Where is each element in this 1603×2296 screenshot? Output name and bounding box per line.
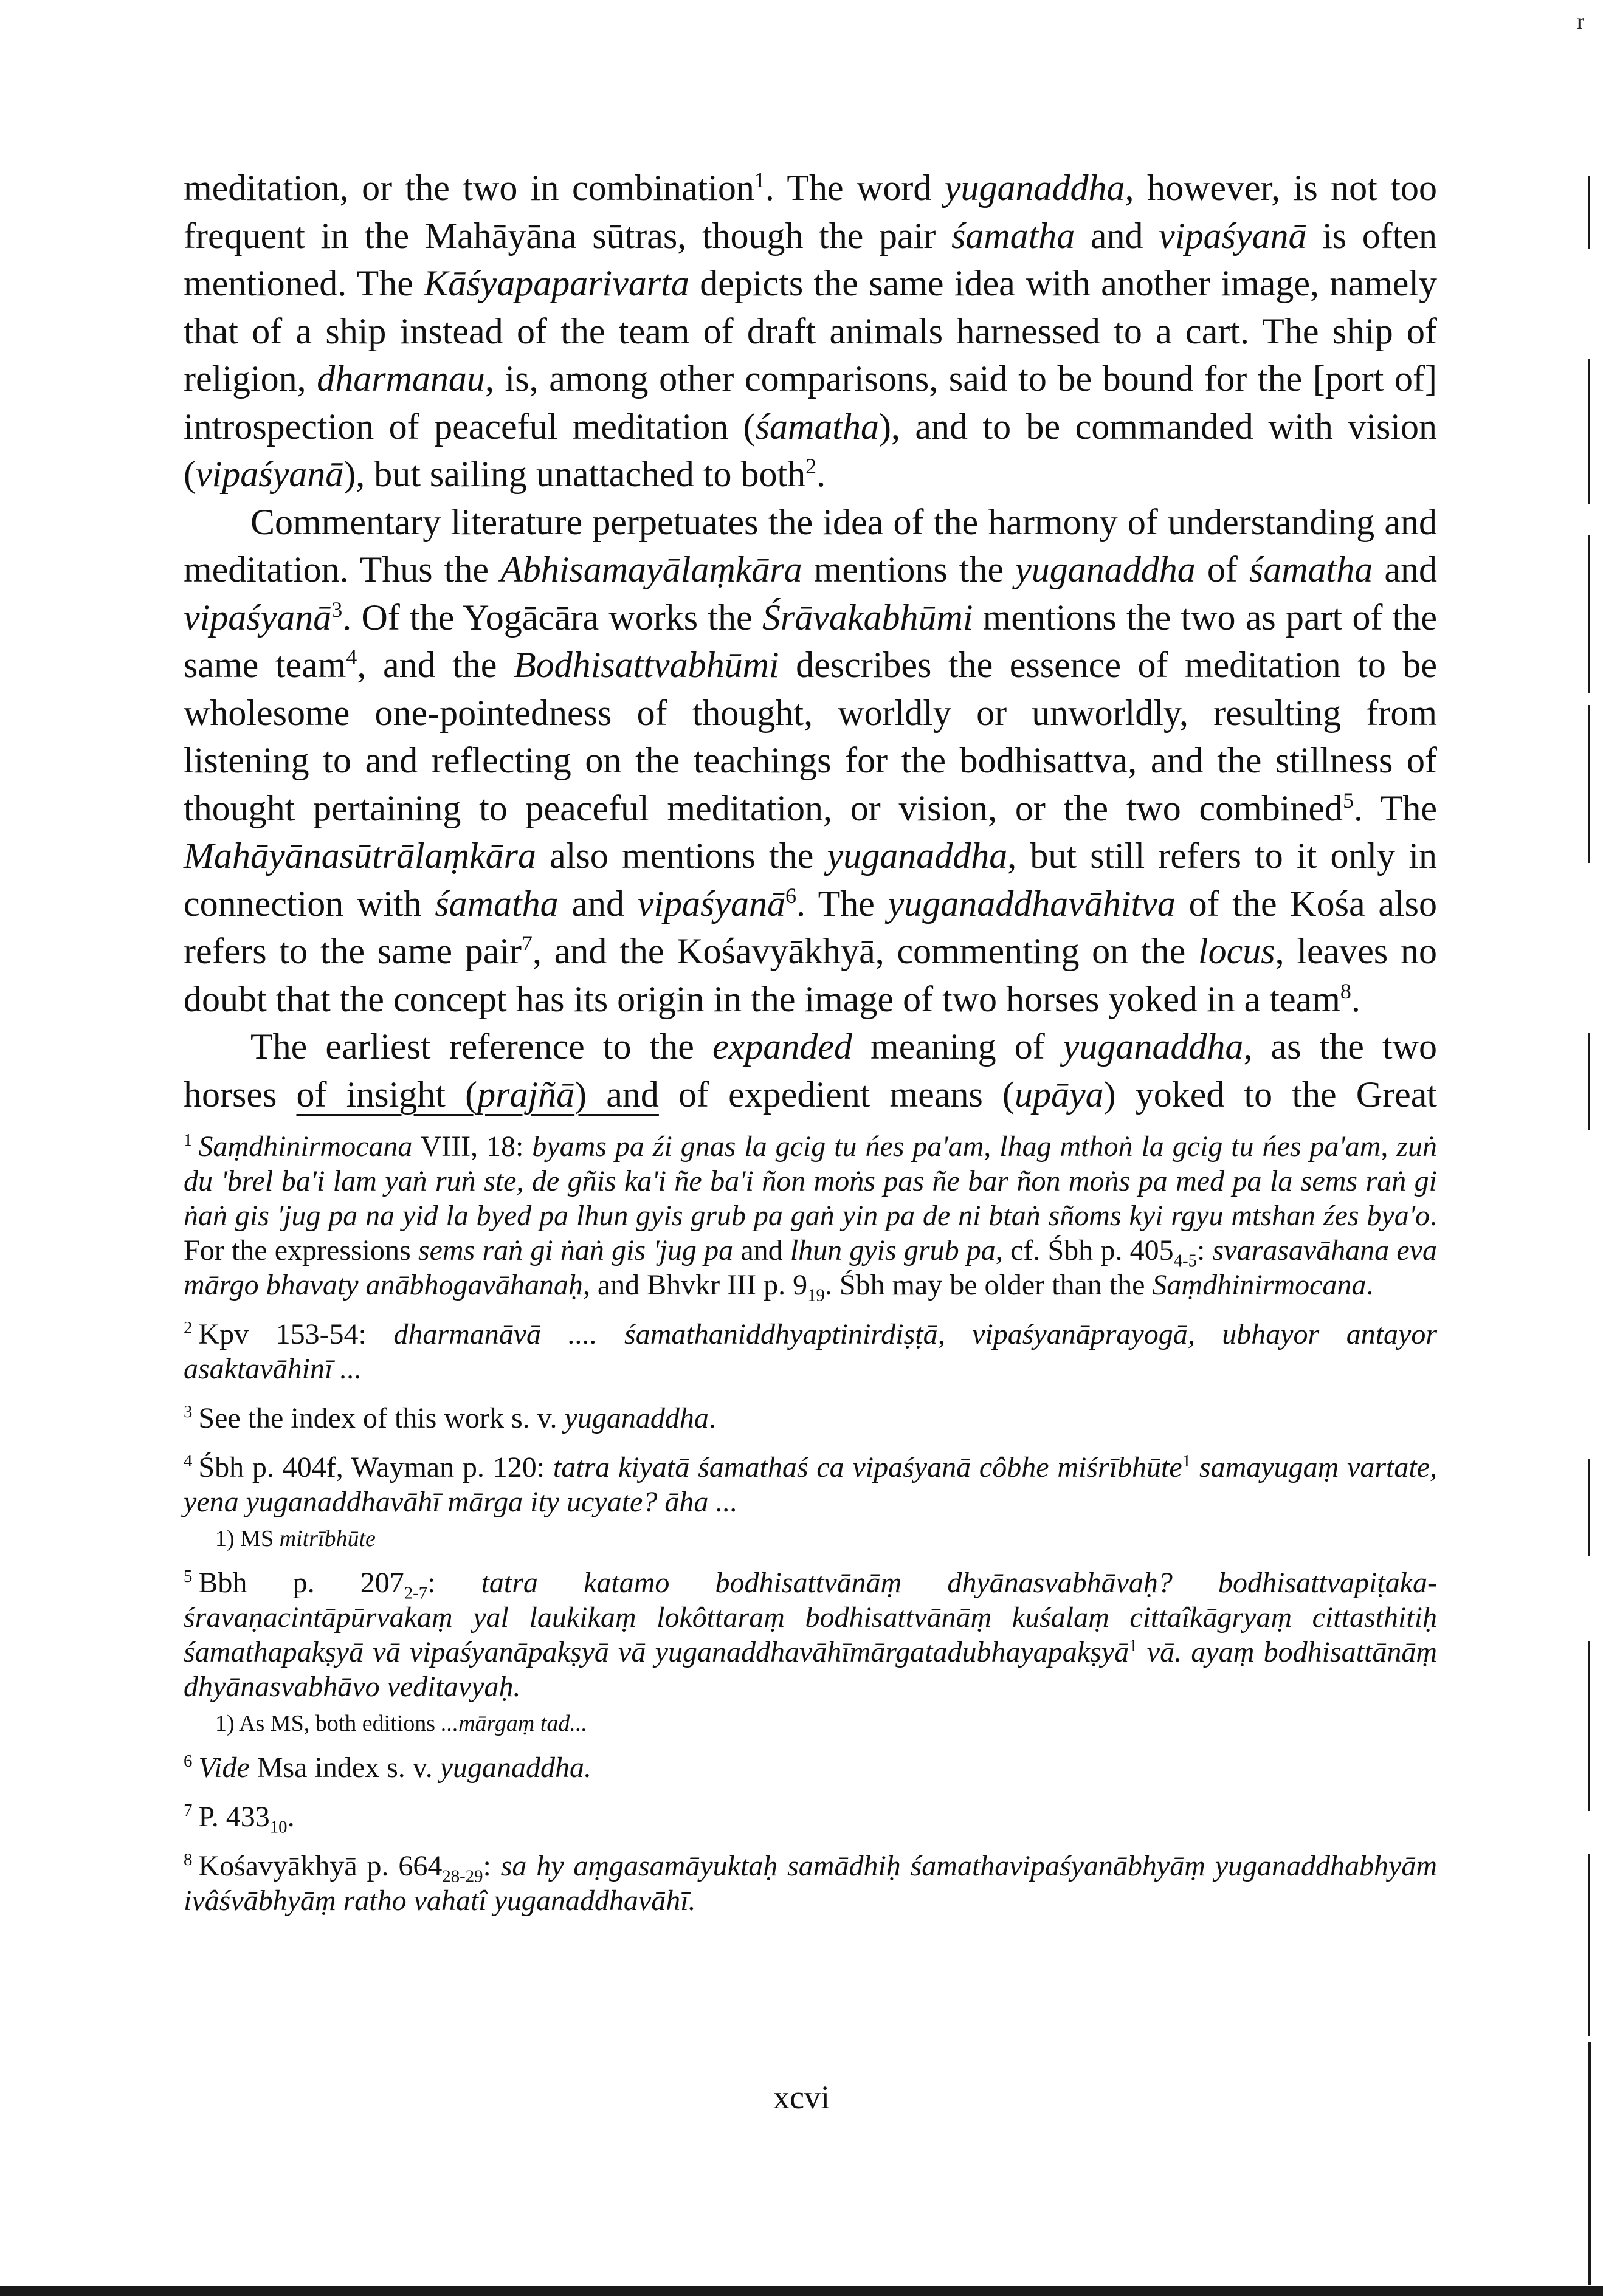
text-run: : [1196, 1234, 1213, 1267]
text-run: VIII, 18: [412, 1130, 533, 1163]
footnote-ref: 5 [1343, 788, 1354, 813]
footnote-text [198, 1801, 295, 1837]
italic-run: yuganaddha. [440, 1751, 591, 1784]
text-run: ), but sailing unattached to both [343, 454, 806, 494]
italic-run: vipaśyanā [637, 883, 786, 924]
text-run: meditation, or the two in combination [184, 168, 754, 208]
text-run: Msa index s. v. [249, 1751, 440, 1784]
footnote-number: 5 [184, 1567, 193, 1586]
body-paragraph [184, 164, 1437, 498]
text-run: The earliest reference to the [250, 1026, 713, 1067]
text-run: , and Bhvkr III p. 9 [582, 1269, 808, 1301]
italic-run: yuganaddha [944, 168, 1125, 208]
italic-run: yuganaddhavāhitva [888, 883, 1176, 924]
text-run: P. 433 [198, 1801, 270, 1833]
footnote [184, 1799, 1437, 1837]
italic-run: tatra kiyatā śamathaś ca vipaśyanā côbhe miśrībhūte [553, 1451, 1182, 1483]
italic-run: śamatha [435, 883, 559, 924]
scan-edge-line [1588, 705, 1590, 863]
subscript: 2-7 [404, 1583, 428, 1603]
text-run: . [708, 1402, 716, 1434]
scan-edge-line [1588, 1641, 1590, 1811]
footnote [184, 1450, 1437, 1519]
text-run: depicts the same idea with another image, namely that of a ship instead of the team of draft animals harnessed to a cart. The ship of religion, [184, 263, 1438, 399]
text-run: , but still refers to it only in connection with [184, 836, 1437, 924]
text-run: and [733, 1234, 790, 1267]
text-run: . [287, 1801, 295, 1833]
italic-run: Mahāyānasūtrālaṃkāra [184, 836, 536, 876]
text-run: also mentions the [536, 836, 827, 876]
underlined-run: ) and [574, 1074, 659, 1115]
footnote-ref: 3 [331, 597, 343, 622]
text-run [1191, 1451, 1199, 1483]
text-run: : [483, 1850, 501, 1882]
footnote-number: 8 [184, 1850, 193, 1869]
text-run: mentions the [802, 549, 1016, 589]
italic-run: śamatha [951, 215, 1075, 256]
footnote-text [184, 1850, 1437, 1917]
text-run: of the Kośa also refers to the same pair [184, 883, 1437, 971]
italic-run: yuganaddha [1015, 549, 1196, 589]
footnote-text [184, 1451, 1437, 1518]
subscript: 28-29 [442, 1866, 483, 1886]
text-run: is often mentioned. The [184, 215, 1437, 303]
scan-edge-line [1588, 535, 1590, 693]
footnote-ref: 2 [805, 454, 817, 478]
text-run: 1) As MS, both editions [215, 1711, 441, 1736]
text-run: . Śbh may be older than the [824, 1269, 1153, 1301]
text-run: See the index of this work s. v. [198, 1402, 565, 1434]
italic-run: yuganaddha [827, 836, 1008, 876]
italic-run: Abhisamayālaṃkāra [500, 549, 802, 589]
italic-run: sa hy aṃgasamāyuktaḥ samādhiḥ śamathavipaśyanābhyāṃ yuganaddhabhyām ivâśvābhyāṃ ratho vahatî yuganaddhavāhī. [184, 1850, 1437, 1917]
scan-edge-line [1588, 176, 1590, 249]
subscript: 19 [807, 1285, 825, 1305]
text-run: describes the essence of meditation to be wholesome one-pointedness of thought, worldly or unworldly, resulting from listening to and reflecting on the teachings for the bodhisattva, and the stillness of thought pertaining to peaceful meditation, or vision, or the two combined [184, 645, 1437, 828]
footnotes [184, 1129, 1437, 1918]
italic-run: lhun gyis grub pa [790, 1234, 996, 1267]
text-run: : [427, 1567, 481, 1599]
footnote-number: 7 [184, 1801, 193, 1820]
footnote-number: 6 [184, 1751, 193, 1771]
footnote-ref: 1 [754, 168, 765, 192]
text-run: . The [1354, 788, 1437, 828]
text-run: , leaves no doubt that the concept has its origin in the image of two horses yoked in a team [184, 931, 1437, 1019]
italic-run: dharmanau [317, 359, 485, 399]
text-run: meaning of [852, 1026, 1063, 1067]
italic-run: byams pa źi gnas la gcig tu ńes pa'am, lhag mthoṅ la gcig tu ńes pa'am, zuṅ du 'brel ba'i lam yaṅ ruṅ ste, de gñis ka'i ñe ba'i ñon moṅs pas ñe bar ñon moṅs pa med pa la sems raṅ gi ṅaṅ gis 'jug pa na yid la byed pa lhun gyis grub pa gaṅ yin pa de ni btaṅ sñoms kyi rgyu mtshan źes bya'o [184, 1130, 1438, 1232]
footnote [184, 1849, 1437, 1918]
text-run [1138, 1636, 1147, 1668]
footnote-ref: 4 [346, 645, 357, 669]
footnote-ref: 1 [1129, 1636, 1138, 1655]
footnote-ref: 6 [785, 883, 797, 908]
scan-edge-line [1588, 1854, 1590, 2036]
italic-run: mitrībhūte [279, 1526, 376, 1552]
footnote-subnote [215, 1524, 1437, 1553]
text-run: , however, is not too frequent in the Mahāyāna sūtras, though the pair [184, 168, 1437, 256]
italic-run: Vide [198, 1751, 250, 1784]
body-paragraph [184, 1023, 1437, 1118]
italic-run: upāya [1014, 1074, 1104, 1115]
text-run: and [1075, 215, 1159, 256]
italic-run: Bodhisattvabhūmi [513, 645, 779, 685]
underlined-italic-run: prajñā [477, 1074, 575, 1115]
italic-run: expanded [712, 1026, 852, 1067]
footnote-number: 3 [184, 1402, 193, 1421]
footnote-ref: 1 [1182, 1451, 1191, 1471]
italic-run: yuganaddha [1063, 1026, 1244, 1067]
footnote-number: 2 [184, 1318, 193, 1338]
italic-run: Saṃdhinirmocana [198, 1130, 413, 1163]
subscript: 4-5 [1173, 1251, 1197, 1271]
page-number: xcvi [773, 2079, 830, 2116]
body-paragraph [184, 498, 1437, 1023]
italic-run: Kāśyapaparivarta [424, 263, 689, 303]
text-run: , cf. Śbh p. 405 [995, 1234, 1174, 1267]
footnote [184, 1317, 1437, 1386]
italic-run: Saṃdhinirmocana [1152, 1269, 1367, 1301]
text-run: , and the [357, 645, 514, 685]
text-run: Kpv 153-54: [198, 1318, 394, 1350]
footnote-text [184, 1567, 1437, 1703]
text-run: , and the Kośavyākhyā, commenting on the [533, 931, 1198, 971]
footnote-text [198, 1751, 591, 1784]
footnote-number: 1 [184, 1130, 193, 1150]
text-run: . [816, 454, 826, 494]
footnote-text [184, 1130, 1438, 1305]
subscript: 10 [269, 1817, 288, 1837]
footnote [184, 1566, 1437, 1704]
text-run: mentions the two as part of the same team [184, 597, 1437, 685]
text-run: , as the two horses [184, 1026, 1437, 1115]
italic-run: tatra katamo bodhisattvānāṃ dhyānasvabhāvaḥ? bodhisattvapiṭaka-śravaṇacintāpūrvakaṃ yal laukikaṃ lokôttaraṃ bodhisattvānāṃ kuśalaṃ cittaîkāgryaṃ cittasthitiḥ śamathapakṣyā vā vipaśyanāpakṣyā vā yuganaddhavāhīmārgatadubhayapakṣyā [184, 1567, 1437, 1668]
footnote-text [184, 1318, 1437, 1385]
text-run: and [558, 883, 638, 924]
text-run: ), and to be commanded with vision ( [184, 406, 1437, 494]
text-run: . [1366, 1269, 1374, 1301]
text-run: . Of the Yogācāra works the [342, 597, 762, 638]
italic-run: vipaśyanā [1159, 215, 1307, 256]
italic-run: svarasavāhana eva mārgo bhavaty anābhogavāhanaḥ [184, 1234, 1437, 1301]
italic-run: locus [1198, 931, 1275, 971]
scan-edge-line [1588, 1033, 1590, 1130]
italic-run: sems raṅ gi ṅaṅ gis 'jug pa [418, 1234, 734, 1267]
footnote [184, 1129, 1438, 1305]
footnote [184, 1750, 1437, 1785]
footnote-text [198, 1402, 715, 1434]
text-run: Kośavyākhyā p. 664 [198, 1850, 443, 1882]
text-run: of expedient means ( [658, 1074, 1015, 1115]
italic-run: yuganaddha [564, 1402, 709, 1434]
footnote-number: 4 [184, 1451, 193, 1471]
text-run: Bbh p. 207 [198, 1567, 404, 1599]
footnote-subnote [215, 1709, 1437, 1738]
text-run: . [1351, 978, 1360, 1019]
scan-edge-line [1588, 359, 1590, 504]
text-run: Commentary literature perpetuates the idea of the harmony of understanding and meditation. Thus the [184, 501, 1437, 589]
text-run: . The [796, 883, 888, 924]
italic-run: ...mārgaṃ tad... [441, 1711, 587, 1736]
footnote-ref: 7 [522, 931, 533, 955]
text-run: . The word [765, 168, 945, 208]
scan-edge-line [1588, 1459, 1590, 1556]
page-body [184, 164, 1437, 1933]
italic-run: vā. ayaṃ bodhisattānāṃ dhyānasvabhāvo veditavyaḥ. [184, 1636, 1438, 1703]
italic-run: vipaśyanā [195, 454, 344, 494]
text-run: 1) MS [215, 1526, 280, 1552]
italic-run: samayugaṃ vartate, yena yuganaddhavāhī mārga ity ucyate? āha ... [184, 1451, 1438, 1518]
text-run: Śbh p. 404f, Wayman p. 120: [198, 1451, 553, 1483]
text-run: . For the expressions [184, 1200, 1437, 1267]
text-run: of [1195, 549, 1249, 589]
scan-bottom-border [0, 2286, 1603, 2296]
text-run: ) yoked to the Great [1103, 1074, 1438, 1115]
text-run: and [1373, 549, 1437, 589]
italic-run: Śrāvakabhūmi [762, 597, 973, 638]
corner-mark: r [1577, 9, 1584, 33]
italic-run: śamatha [755, 406, 880, 447]
footnote-ref: 8 [1340, 978, 1351, 1003]
text-run: , is, among other comparisons, said to be bound for the [port of] introspection of peaceful meditation ( [184, 359, 1438, 447]
italic-run: dharmanāvā .... śamathaniddhyaptinirdiṣṭā, vipaśyanāprayogā, ubhayor antayor asaktavāhinī ... [184, 1318, 1438, 1385]
italic-run: vipaśyanā [184, 597, 332, 638]
italic-run: śamatha [1249, 549, 1373, 589]
underlined-run: of insight ( [296, 1074, 478, 1115]
footnote [184, 1401, 1437, 1435]
